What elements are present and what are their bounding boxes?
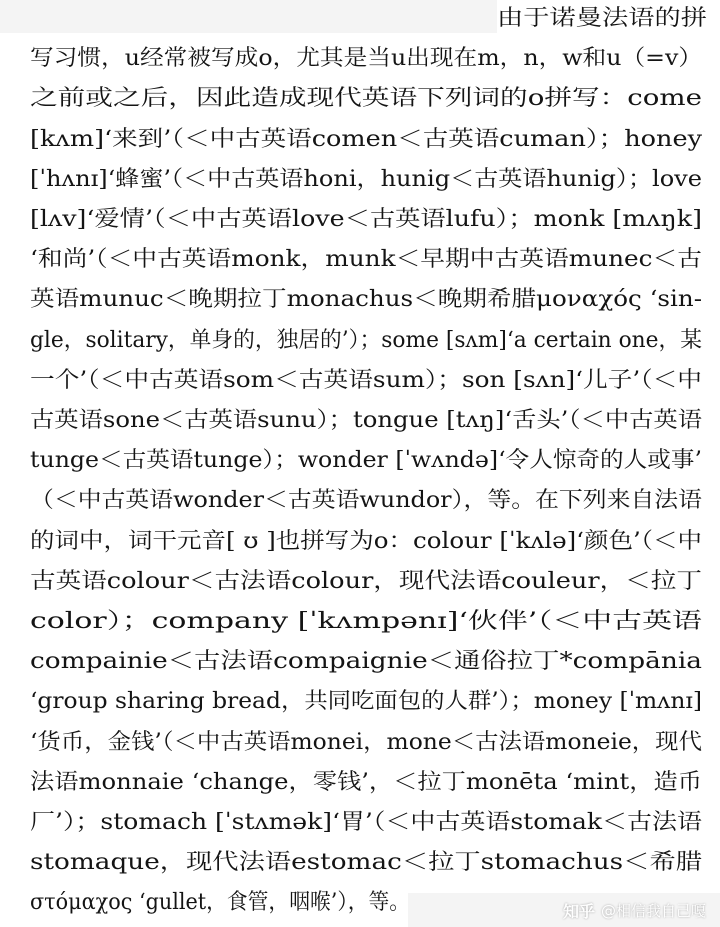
text-line: （＜中古英语wonder＜古英语wundor），等。在下列来自法语 <box>30 488 703 514</box>
text-line: 厂’）；stomach [ˈstʌmək]‘胃’（＜中古英语stomak＜古法语 <box>30 810 703 835</box>
text-line: [ˈhʌnɪ]‘蜂蜜’（＜中古英语honi，hunig＜古英语hunig）；love <box>30 166 703 192</box>
text-line: στόμαχος ‘gullet，食管，咽喉’），等。 <box>30 890 410 916</box>
text-line: 之前或之后，因此造成现代英语下列词的o拼写：come <box>30 86 703 112</box>
watermark-author: @相信我自己嘎 <box>600 901 706 920</box>
redaction-block-top <box>0 0 497 33</box>
text-line: gle，solitary，单身的，独居的’）；some [sʌm]‘a certain one，某 <box>30 327 702 353</box>
zhihu-watermark <box>563 896 706 924</box>
text-line: stomaque，现代法语estomac＜拉丁stomachus＜希腊 <box>30 850 702 876</box>
text-line: compainie＜古法语compaignie＜通俗拉丁*compānia <box>30 649 703 675</box>
text-line: color）；company [ˈkʌmpənɪ]‘伙伴’（＜中古英语 <box>30 609 703 634</box>
text-line: 古英语sone＜古英语sunu）；tongue [tʌŋ]‘舌头’（＜中古英语 <box>30 408 703 433</box>
text-line: 英语munuc＜晚期拉丁monachus＜晚期希腊μοναχός ‘sin- <box>30 287 703 313</box>
text-line: 古英语colour＜古法语colour，现代法语couleur，＜拉丁 <box>30 568 702 594</box>
text-line: ‘group sharing bread，共同吃面包的人群’）；money [ˈmʌnɪ] <box>30 689 702 715</box>
text-line: 法语monnaie ‘change，零钱’，＜拉丁monēta ‘mint，造币 <box>30 769 702 795</box>
text-line: 一个’（＜中古英语som＜古英语sum）；son [sʌn]‘儿子’（＜中 <box>30 367 703 393</box>
text-line: 由于诺曼法语的拼 <box>497 6 708 31</box>
watermark-brand: 知乎 <box>562 901 595 921</box>
text-line: ‘货币，金钱’（＜中古英语monei，mone＜古法语moneie，现代 <box>30 729 702 755</box>
text-line: tunge＜古英语tunge）；wonder [ˈwʌndə]‘令人惊奇的人或事’ <box>30 448 702 474</box>
text-line: [kʌm]‘来到’（＜中古英语comen＜古英语cuman）；honey <box>30 126 703 152</box>
text-line: 的词中，词干元音[ ʊ ]也拼写为o：colour [ˈkʌlə]‘颜色’（＜中 <box>30 528 702 554</box>
text-line: 写习惯，u经常被写成o，尤其是当u出现在m，n，w和u（=v） <box>30 46 703 72</box>
text-line: [lʌv]‘爱情’（＜中古英语love＜古英语lufu）；monk [mʌŋk] <box>30 207 703 232</box>
text-line: ‘和尚’（＜中古英语monk，munk＜早期中古英语munec＜古 <box>30 247 703 273</box>
